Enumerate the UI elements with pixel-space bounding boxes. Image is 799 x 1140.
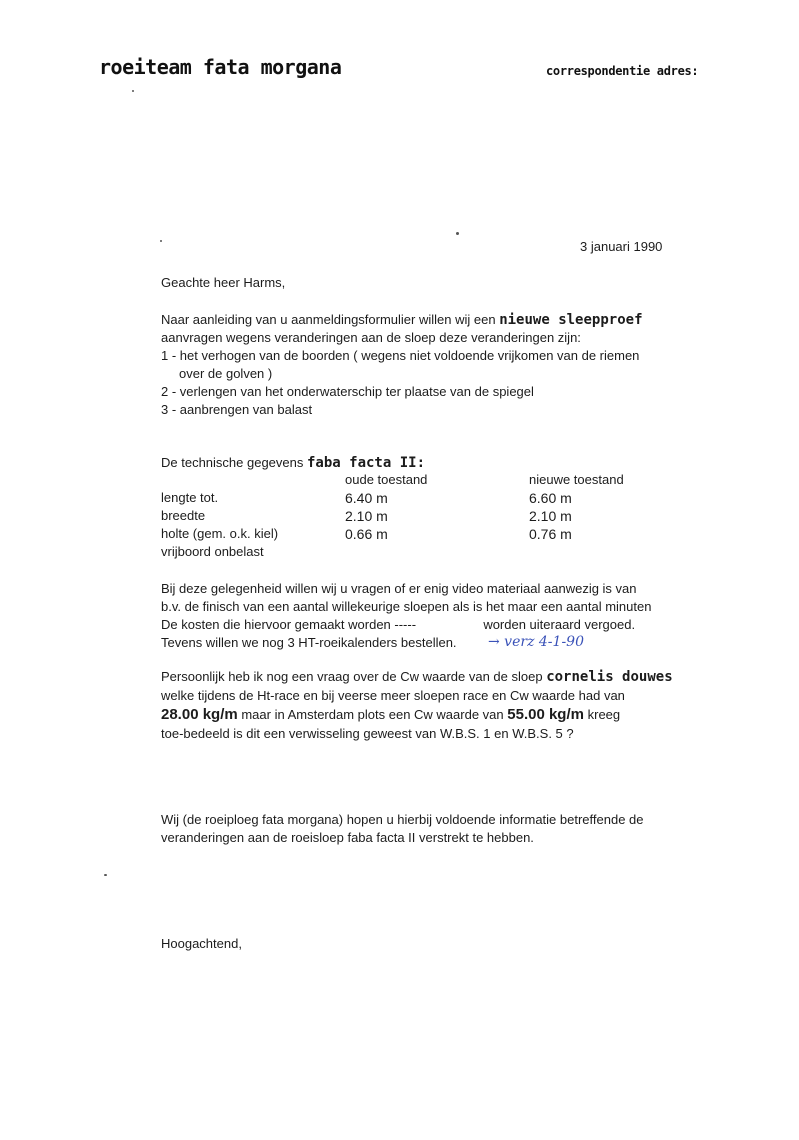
table-cell-label: vrijboord onbelast	[161, 544, 264, 559]
technical-intro: De technische gegevens faba facta II:	[161, 455, 426, 471]
scan-speck	[456, 232, 459, 235]
table-cell-new: 2.10 m	[529, 508, 572, 524]
closing-greeting: Hoogachtend,	[161, 936, 242, 951]
change-item-3: 3 - aanbrengen van balast	[161, 402, 313, 417]
table-row	[161, 526, 624, 544]
cw-line-2: welke tijdens de Ht-race en bij veerse meer sloepen race en Cw waarde had van	[161, 688, 625, 703]
cw-line-3: 28.00 kg/m maar in Amsterdam plots een Cw waarde van 55.00 kg/m kreeg	[161, 706, 621, 723]
video-line-1: Bij deze gelegenheid willen wij u vragen of er enig video materiaal aanwezig is van	[161, 581, 637, 596]
salutation: Geachte heer Harms,	[161, 275, 286, 290]
handwritten-note: → verz 4-1-90	[488, 634, 584, 650]
table-cell-label: lengte tot.	[161, 490, 219, 505]
request-emphasis: nieuwe sleepproef	[499, 312, 643, 328]
intro-paragraph	[161, 311, 643, 419]
table-cell-label: holte (gem. o.k. kiel)	[161, 526, 279, 541]
table-row	[161, 490, 624, 508]
table-cell-old: 6.40 m	[345, 490, 388, 506]
scan-speck	[132, 90, 134, 92]
table-cell-new: 0.76 m	[529, 526, 572, 542]
table-header-row	[161, 472, 624, 490]
table-cell-old	[345, 544, 529, 562]
cw-value-1: 28.00 kg/m	[161, 706, 238, 723]
cw-line-1: Persoonlijk heb ik nog een vraag over de Cw waarde van de sloep cornelis douwes	[161, 669, 673, 685]
scan-speck	[160, 240, 162, 242]
video-line-3: De kosten die hiervoor gemaakt worden ----- worden uiteraard vergoed.	[161, 617, 636, 632]
technical-table	[161, 472, 624, 562]
cw-line-4: toe-bedeeld is dit een verwisseling geweest van W.B.S. 1 en W.B.S. 5 ?	[161, 726, 574, 741]
table-cell-old: 2.10 m	[345, 508, 388, 524]
table-cell-new: 6.60 m	[529, 490, 572, 506]
organization-name: roeiteam fata morgana	[99, 55, 342, 79]
intro-line-1: Naar aanleiding van u aanmeldingsformulier willen wij een nieuwe sleepproef	[161, 312, 643, 328]
cw-value-2: 55.00 kg/m	[507, 706, 584, 723]
video-line-4: Tevens willen we nog 3 HT-roeikalenders bestellen.	[161, 635, 457, 650]
closing-line-2: veranderingen aan de roeisloep faba facta II verstrekt te hebben.	[161, 830, 534, 845]
table-row	[161, 544, 624, 562]
cw-paragraph	[161, 668, 673, 744]
table-cell-label: breedte	[161, 508, 206, 523]
table-row	[161, 508, 624, 526]
change-item-1: 1 - het verhogen van de boorden ( wegens niet voldoende vrijkomen van de riemen	[161, 348, 640, 363]
table-header-cell	[161, 472, 345, 490]
boat-name: faba facta II:	[307, 455, 426, 471]
boat-name-cornelis: cornelis douwes	[546, 669, 673, 685]
change-item-1-continued: over de golven )	[179, 366, 273, 381]
closing-paragraph	[161, 811, 644, 847]
intro-line-2: aanvragen wegens veranderingen aan de sloep deze veranderingen zijn:	[161, 330, 581, 345]
table-header-cell: oude toestand	[345, 472, 428, 487]
table-cell-old: 0.66 m	[345, 526, 388, 542]
table-cell-new	[529, 544, 624, 562]
table-header-cell: nieuwe toestand	[529, 472, 624, 487]
closing-line-1: Wij (de roeiploeg fata morgana) hopen u hierbij voldoende informatie betreffende de	[161, 812, 644, 827]
video-line-2: b.v. de finisch van een aantal willekeurige sloepen als is het maar een aantal minuten	[161, 599, 652, 614]
change-item-2: 2 - verlengen van het onderwaterschip ter plaatse van de spiegel	[161, 384, 534, 399]
correspondence-address-label: correspondentie adres:	[546, 64, 699, 78]
scan-speck	[104, 874, 107, 876]
letter-date: 3 januari 1990	[580, 239, 663, 254]
